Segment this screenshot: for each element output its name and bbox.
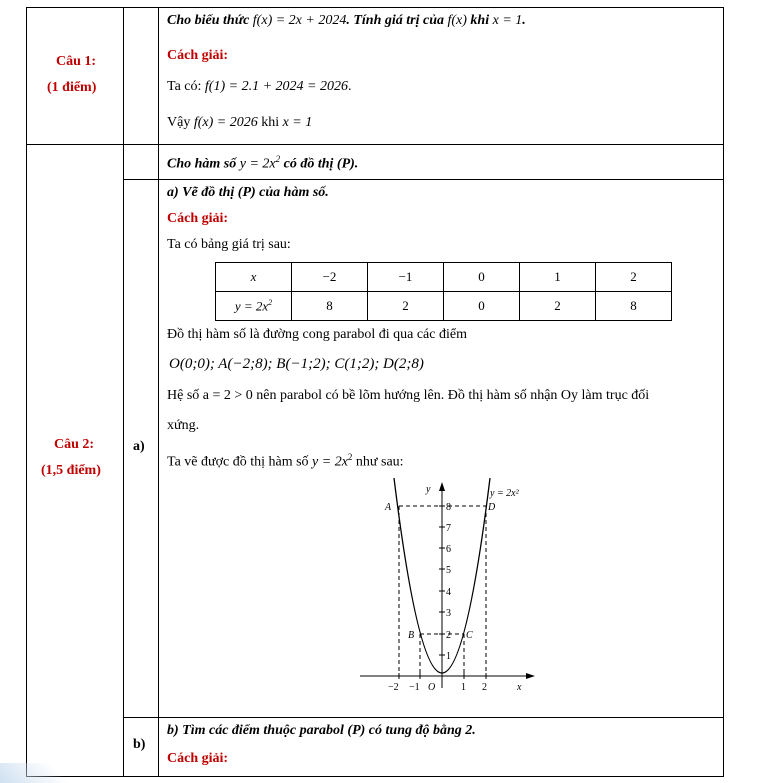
- table-cell: 0: [444, 292, 520, 321]
- q2-points-list: O(0;0); A(−2;8); B(−1;2); C(1;2); D(2;8): [169, 356, 424, 372]
- origin-label: O: [428, 682, 436, 693]
- x-tick-label: 1: [461, 682, 466, 693]
- y-tick-label: 3: [446, 608, 451, 619]
- table-cell: 2: [520, 292, 596, 321]
- q1-line1: [167, 79, 351, 95]
- q2-draw-intro: [167, 449, 404, 471]
- q2-prompt-a: Cho hàm số: [167, 156, 237, 172]
- q1-solution-label: Cách giải:: [167, 48, 229, 63]
- x-tick-label: −1: [409, 682, 420, 693]
- q1-prompt-end: .: [522, 13, 526, 28]
- table-row-x: [216, 263, 672, 292]
- q1-points: (1 điểm): [47, 80, 97, 95]
- y-tick-label: 8: [446, 502, 451, 513]
- point-label-b: B: [408, 630, 415, 641]
- x-tick-label: 2: [482, 682, 487, 693]
- row-divider-part-b: [123, 717, 724, 718]
- q2-coef-line1: Hệ số a = 2 > 0 nên parabol có bề lõm hướng lên. Đồ thị hàm số nhận Oy làm trục đối: [167, 388, 650, 403]
- point-label-d: D: [488, 502, 496, 513]
- point-label-c: C: [466, 630, 473, 641]
- row-divider-q1: [26, 144, 724, 145]
- q1-prompt-fx: f(x): [447, 13, 467, 28]
- q2-draw-exp: 2: [347, 452, 353, 462]
- q1-prompt-expr: f(x) = 2x + 2024: [252, 13, 347, 28]
- q2-draw-fn: y = 2x: [312, 454, 348, 470]
- y-axis-arrow: [439, 482, 445, 491]
- q1-prompt-c: khi: [470, 13, 490, 28]
- table-border-top: [26, 7, 724, 8]
- point-label-a: A: [385, 502, 392, 513]
- q2-part-a-label: a): [133, 439, 145, 454]
- decorative-corner: [0, 763, 80, 783]
- q2-label: Câu 2:: [54, 437, 95, 452]
- q2-part-b-label: b): [133, 737, 146, 752]
- table-cell: 0: [444, 263, 520, 292]
- y-axis-label: y: [426, 484, 431, 495]
- table-cell: 1: [520, 263, 596, 292]
- table-head-exp: 2: [268, 297, 273, 307]
- q2-points-intro: Đồ thị hàm số là đường cong parabol đi qua các điểm: [167, 327, 467, 342]
- table-cell: −1: [368, 263, 444, 292]
- q1-prompt-a: Cho biểu thức: [167, 13, 250, 28]
- q1-line2-prefix: Vậy: [167, 115, 191, 130]
- y-tick-label: 2: [446, 630, 451, 641]
- table-cell: 8: [292, 292, 368, 321]
- table-head-fn: y = 2x: [234, 298, 269, 314]
- q1-prompt-x: x = 1: [492, 13, 523, 28]
- q2-prompt-exp: 2: [275, 154, 281, 164]
- table-cell-head: [216, 292, 292, 321]
- q2-part-b-solution: Cách giải:: [167, 751, 229, 766]
- table-cell: x: [216, 263, 292, 292]
- q2-part-b-title: b) Tìm các điểm thuộc parabol (P) có tung độ bằng 2.: [167, 723, 476, 738]
- y-tick-label: 6: [446, 544, 451, 555]
- curve-label: y = 2x²: [490, 488, 519, 499]
- q2-prompt-fn: y = 2x: [239, 156, 276, 172]
- column-divider-2: [158, 7, 159, 777]
- table-cell: −2: [292, 263, 368, 292]
- y-tick-label: 4: [446, 587, 451, 598]
- q1-label: Câu 1:: [56, 54, 97, 69]
- q2-prompt: [167, 151, 358, 173]
- table-border-right: [723, 7, 724, 777]
- x-tick-label: −2: [388, 682, 399, 693]
- q2-points: (1,5 điểm): [41, 463, 101, 478]
- x-axis-label: x: [517, 682, 522, 693]
- q1-line1-end: .: [347, 79, 352, 94]
- row-divider-q2-prompt: [123, 179, 724, 180]
- q1-line2-mid: khi: [261, 115, 280, 130]
- table-border-left: [26, 7, 27, 777]
- value-table: [215, 262, 672, 321]
- parabola-graph: [350, 478, 550, 698]
- q2-coef-line2: xứng.: [167, 418, 200, 433]
- q1-line1-expr: f(1) = 2.1 + 2024 = 2026: [204, 79, 348, 94]
- q1-line2-x: x = 1: [282, 115, 313, 130]
- q2-prompt-b: có đồ thị (P).: [283, 156, 359, 172]
- q1-line1-prefix: Ta có:: [167, 79, 202, 94]
- q1-prompt-b: . Tính giá trị của: [346, 13, 444, 28]
- q2-solution-label: Cách giải:: [167, 211, 229, 226]
- y-tick-label: 5: [446, 565, 451, 576]
- table-cell: 2: [368, 292, 444, 321]
- column-divider-1: [123, 7, 124, 777]
- table-row-y: [216, 292, 672, 321]
- y-tick-label: 7: [446, 523, 451, 534]
- q2-draw-intro-b: như sau:: [355, 454, 404, 470]
- q2-table-intro: Ta có bảng giá trị sau:: [167, 237, 291, 252]
- q1-line2: [167, 115, 312, 131]
- table-border-bottom: [26, 776, 724, 777]
- q1-line2-expr: f(x) = 2026: [193, 115, 258, 130]
- table-cell: 2: [596, 263, 672, 292]
- table-cell: 8: [596, 292, 672, 321]
- y-tick-label: 1: [446, 651, 451, 662]
- q1-prompt: [167, 13, 526, 29]
- q2-draw-intro-a: Ta vẽ được đồ thị hàm số: [167, 454, 309, 470]
- q2-part-a-title: a) Vẽ đồ thị (P) của hàm số.: [167, 185, 329, 200]
- x-axis-arrow: [526, 673, 535, 679]
